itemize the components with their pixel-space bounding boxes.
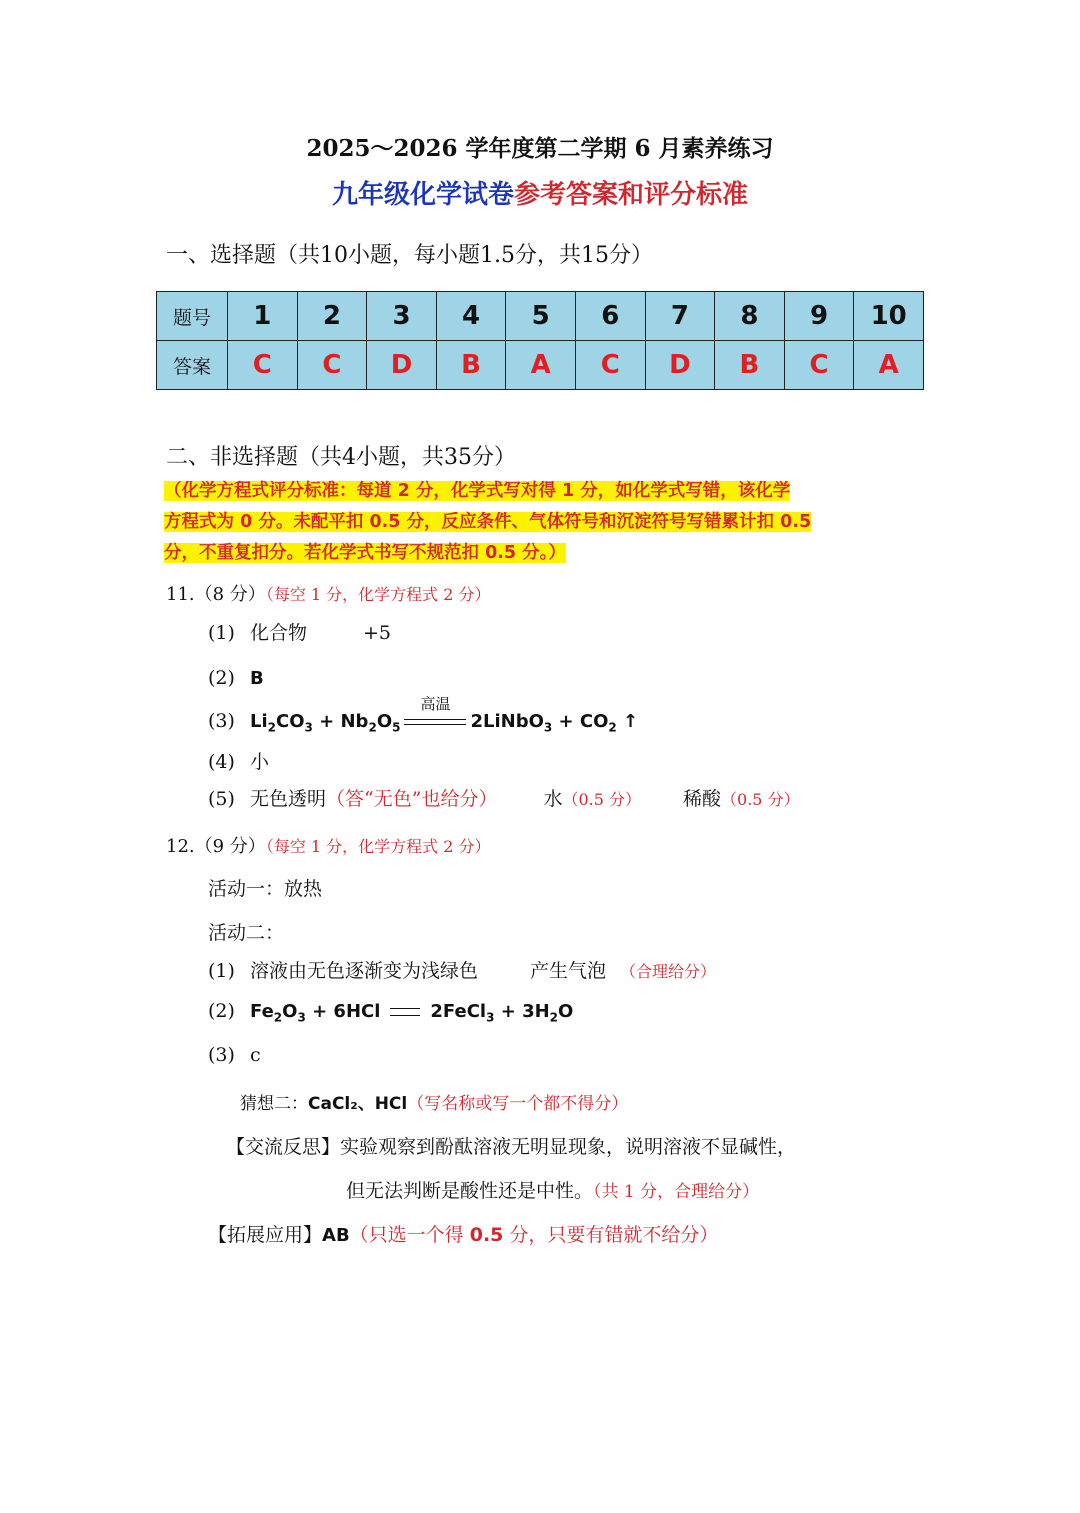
question-number: 10: [854, 292, 924, 341]
extension-answer: AB: [322, 1225, 350, 1246]
q11-note-5b: （0.5 分）: [562, 790, 642, 809]
question-number: 6: [575, 292, 645, 341]
q11-item-3: [208, 695, 639, 735]
row-label-numbers: 题号: [157, 292, 228, 341]
extension-label: 【拓展应用】: [208, 1224, 323, 1246]
item-number: (2): [208, 667, 235, 689]
item-number: (5): [208, 788, 235, 810]
item-number: (4): [208, 751, 235, 773]
answer-cell: C: [228, 341, 298, 390]
q11-item-4: [208, 747, 269, 774]
question-number: 5: [506, 292, 576, 341]
subtitle-answer-part: 参考答案和评分标准: [514, 180, 749, 210]
q11-answer-1b: +5: [363, 622, 392, 644]
question-number: 9: [784, 292, 854, 341]
item-number: (3): [208, 710, 235, 732]
reflection-note: （共 1 分，合理给分）: [593, 1182, 760, 1202]
answer-cell: B: [436, 341, 506, 390]
table-row-answers: [157, 341, 924, 390]
q12-reflection: [226, 1132, 796, 1159]
q12-item-2: [208, 1000, 573, 1025]
q11-note-5c: （0.5 分）: [721, 790, 800, 809]
question-number: 1: [228, 292, 298, 341]
q11-answer-1a: 化合物: [250, 622, 308, 644]
extension-note-a: （只选一个得: [349, 1224, 470, 1246]
q11-answer-5b: 水: [543, 788, 563, 810]
q11-item-2: [208, 667, 264, 689]
q12-answer-1a: 溶液由无色逐渐变为浅绿色: [250, 960, 479, 982]
reflection-label: 【交流反思】: [226, 1136, 341, 1158]
table-row-numbers: [157, 292, 924, 341]
q12-activity-1: 活动一：放热: [208, 878, 323, 900]
subtitle-grade-part: 九年级化学试卷: [331, 180, 514, 210]
answer-cell: B: [715, 341, 785, 390]
scoring-rule-note: [164, 476, 924, 569]
q12-number: 12.（9 分）: [166, 836, 266, 857]
q12-note-1: （合理给分）: [620, 962, 717, 981]
gas-up-arrow-icon: ↑: [623, 711, 639, 732]
guess-answer: CaCl₂、HCl: [308, 1094, 408, 1114]
guess-note: （写名称或写一个都不得分）: [407, 1094, 629, 1114]
q12-item-3: [208, 1044, 261, 1066]
item-number: (3): [208, 1044, 235, 1066]
question-number: 4: [436, 292, 506, 341]
q11-item-5: [208, 784, 800, 811]
q12-answer-1b: 产生气泡: [530, 960, 607, 982]
q12-item-1: [208, 956, 716, 983]
q11-equation: $Li_2CO_3 + Nb_2O_5$ 高温 2LiNbO$_3$ + $CO_2$ ↑: [250, 695, 639, 735]
q12-activity-2: 活动二：: [208, 922, 285, 944]
q12-guess: [240, 1089, 628, 1114]
extension-note-b: 0.5: [469, 1224, 504, 1246]
q11-answer-5c: 稀酸: [683, 788, 722, 810]
item-number: (1): [208, 622, 235, 644]
q11-heading: [166, 580, 491, 606]
section2-heading: 二、非选择题（共4小题，共35分）: [166, 445, 516, 470]
answer-cell: D: [645, 341, 715, 390]
q11-answer-4: 小: [250, 751, 270, 773]
q12-score-note: （每空 1 分，化学方程式 2 分）: [265, 837, 491, 856]
q11-item-1: [208, 618, 391, 645]
answer-cell: D: [367, 341, 437, 390]
answer-cell: C: [575, 341, 645, 390]
q12-heading: [166, 832, 491, 858]
document-subtitle: [0, 174, 1080, 211]
q11-note-5a: （答“无色”也给分）: [326, 788, 498, 810]
answer-table: [156, 291, 924, 390]
document-title: 2025～2026 学年度第二学期 6 月素养练习: [306, 135, 774, 162]
item-number: (1): [208, 960, 235, 982]
q12-answer-3: c: [250, 1044, 261, 1066]
q11-answer-2: B: [250, 668, 264, 689]
reflection-text-2: 但无法判断是酸性还是中性。: [346, 1180, 594, 1202]
row-label-answers: 答案: [157, 341, 228, 390]
question-number: 8: [715, 292, 785, 341]
q11-score-note: （每空 1 分，化学方程式 2 分）: [265, 585, 491, 604]
question-number: 2: [297, 292, 367, 341]
q12-extension: [208, 1220, 718, 1247]
answer-cell: A: [854, 341, 924, 390]
guess-label: 猜想二：: [240, 1094, 308, 1114]
q12-equation: $Fe_2O_3 + 6HCl$ 2FeCl$_3$ + $3H_2O$: [250, 1001, 574, 1025]
reaction-condition-sign: [404, 695, 466, 729]
rule-line: （化学方程式评分标准：每道 2 分，化学式写对得 1 分，如化学式写错，该化学: [164, 481, 791, 501]
question-number: 3: [367, 292, 437, 341]
equal-sign: [390, 1008, 420, 1016]
rule-line: 方程式为 0 分。未配平扣 0.5 分，反应条件、气体符号和沉淀符号写错累计扣 0.5: [164, 512, 812, 532]
q12-reflection-cont: [346, 1176, 759, 1203]
answer-cell: C: [297, 341, 367, 390]
section1-heading: 一、选择题（共10小题，每小题1.5分，共15分）: [166, 243, 653, 268]
item-number: (2): [208, 1000, 235, 1022]
q11-number: 11.（8 分）: [166, 584, 266, 605]
answer-cell: C: [784, 341, 854, 390]
reflection-text-1: 实验观察到酚酞溶液无明显现象，说明溶液不显碱性，: [340, 1136, 797, 1158]
rule-line: 分，不重复扣分。若化学式书写不规范扣 0.5 分。）: [164, 543, 566, 563]
reaction-condition: 高温: [420, 695, 451, 713]
question-number: 7: [645, 292, 715, 341]
answer-cell: A: [506, 341, 576, 390]
q11-answer-5a: 无色透明: [250, 788, 327, 810]
extension-note-c: 分，只要有错就不给分）: [503, 1224, 719, 1246]
